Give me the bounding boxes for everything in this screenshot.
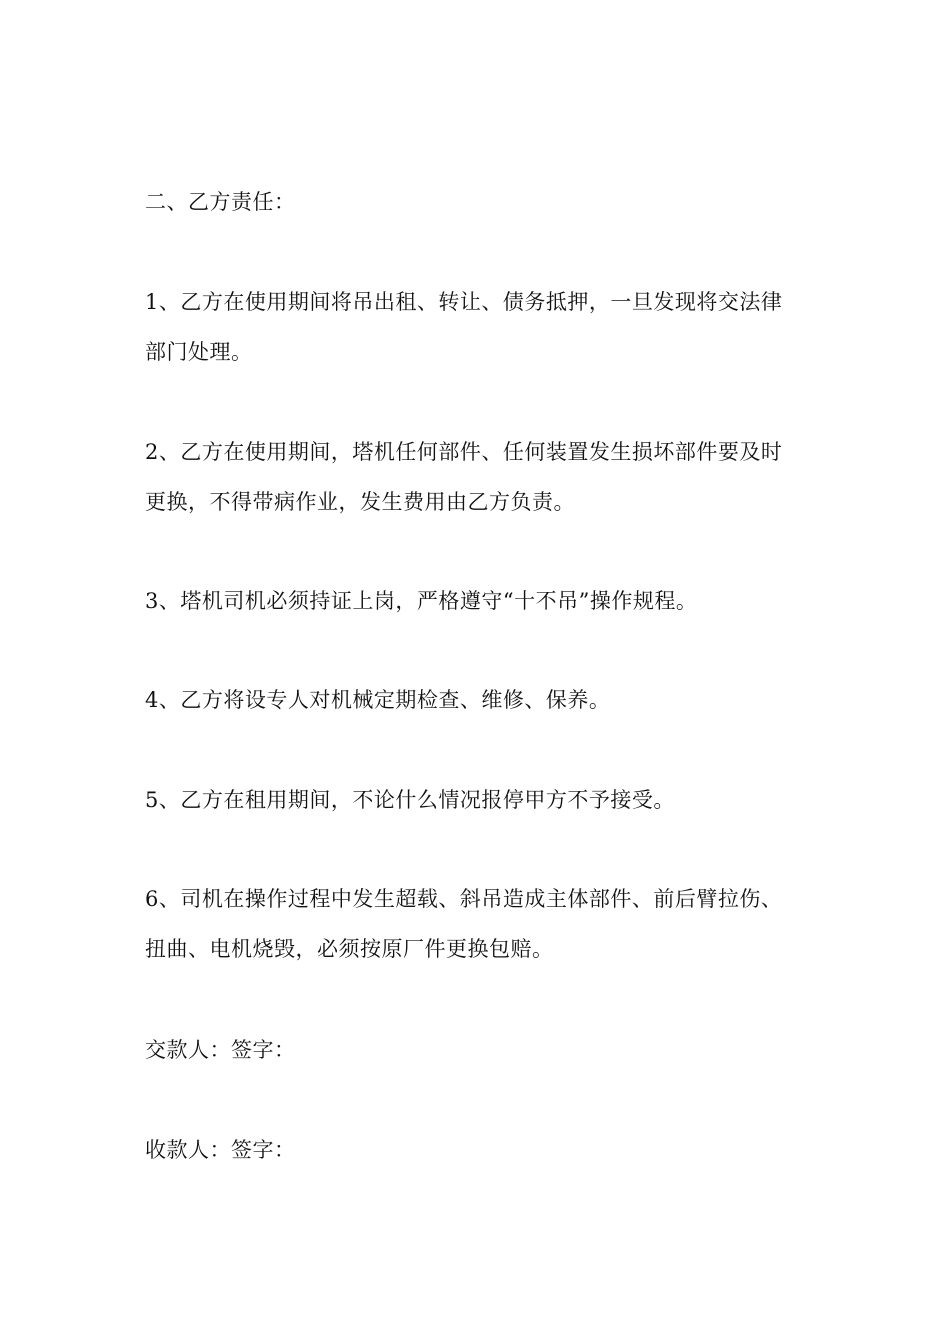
- section-heading: 二、乙方责任：: [145, 190, 296, 214]
- clause-5: 5、乙方在租用期间，不论什么情况报停甲方不予接受。: [145, 788, 675, 812]
- clause-6-line-1: 6、司机在操作过程中发生超载、斜吊造成主体部件、前后臂拉伤、: [145, 887, 783, 911]
- clause-6-line-2: 扭曲、电机烧毁，必须按原厂件更换包赔。: [145, 937, 554, 961]
- clause-1-line-1: 1、乙方在使用期间将吊出租、转让、债务抵押，一旦发现将交法律: [145, 290, 783, 314]
- clause-2-line-1: 2、乙方在使用期间，塔机任何部件、任何装置发生损坏部件要及时: [145, 440, 783, 464]
- clause-4: 4、乙方将设专人对机械定期检查、维修、保养。: [145, 688, 611, 712]
- payer-signature-line: 交款人：签字：: [145, 1038, 296, 1062]
- payee-signature-line: 收款人：签字：: [145, 1138, 296, 1162]
- clause-1-line-2: 部门处理。: [145, 340, 253, 364]
- clause-2-line-2: 更换，不得带病作业，发生费用由乙方负责。: [145, 490, 575, 514]
- clause-3: 3、塔机司机必须持证上岗，严格遵守“十不吊”操作规程。: [145, 589, 698, 613]
